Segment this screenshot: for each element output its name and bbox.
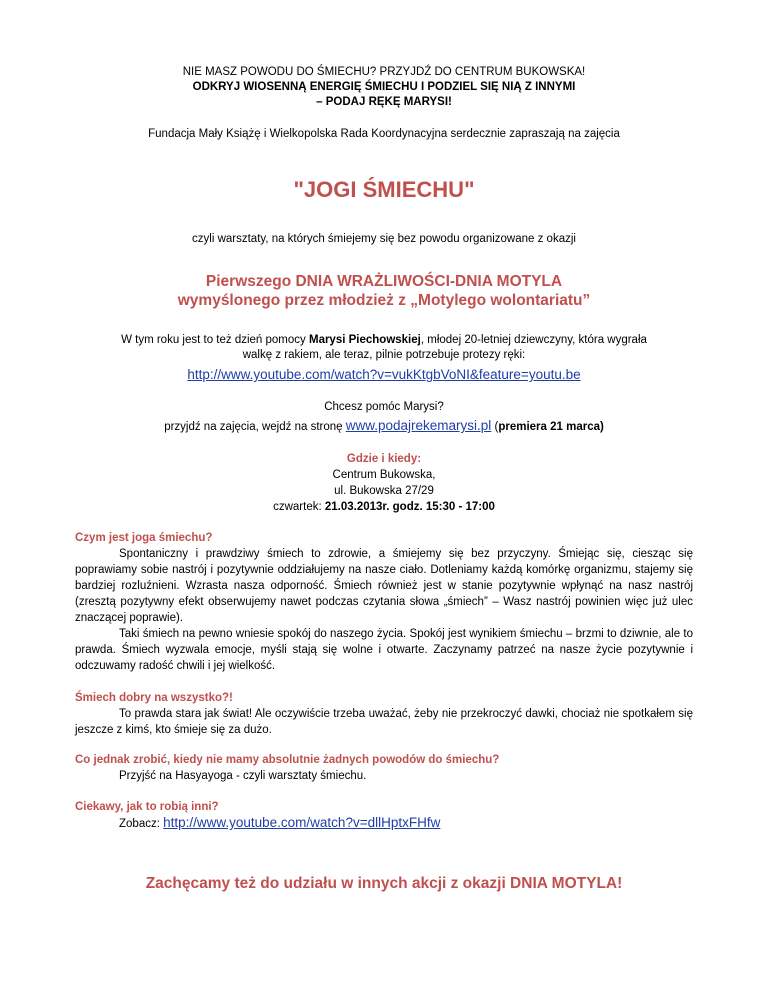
section-paragraph: Spontaniczny i prawdziwy śmiech to zdrowie, a śmiejemy się bez przyczyny. Śmiejąc się, ciesząc się poprawiamy sobie nastrój i pozytywnie oddziałujemy na nasze ciało. Dotleniamy każdą komórkę organizmu, stajemy się bardziej rozluźnieni. Wzrasta nasza odporność. Śmiech również jest w stanie pozytywnie wpłynąć na nasz nastrój (zresztą pozytywny efekt obserwujemy nawet podczas czytania słowa „śmiech” – Wasz nastrój powinien więc już ulec znaczącej poprawie).: [75, 548, 693, 624]
premiere-date: premiera 21 marca): [498, 421, 604, 433]
help-open-paren: (: [491, 421, 499, 433]
section-heading: Czym jest joga śmiechu?: [75, 532, 213, 544]
header-line-3: – PODAJ RĘKĘ MARYSI!: [316, 96, 452, 108]
marysia-line-1: [0, 333, 768, 348]
marysia-post: , młodej 20-letniej dziewczyny, która wygrała: [420, 334, 647, 346]
section-laughter-good: [75, 690, 693, 738]
event-subtitle: czyli warsztaty, na których śmiejemy się bez powodu organizowane z okazji: [192, 233, 576, 245]
section-what-to-do: [75, 752, 693, 784]
where-when-heading: Gdzie i kiedy:: [346, 453, 422, 465]
marysia-video-row: [0, 366, 768, 384]
help-line: [0, 417, 768, 436]
section-heading: Śmiech dobry na wszystko?!: [75, 692, 233, 704]
invitation-text: Fundacja Mały Książę i Wielkopolska Rada Koordynacyjna serdecznie zapraszają na zajęcia: [148, 128, 620, 140]
section-paragraph: Taki śmiech na pewno wniesie spokój do naszego życia. Spokój jest wynikiem śmiechu – brzmi to dziwnie, ale to prawda. Śmiech wyzwala emocje, myśli stają się wolne i otwarte. Zaczynamy patrzeć na nasze życie pozytywnie i odczuwamy radość chwili i jej wielkość.: [75, 628, 693, 672]
section-how-others-do-it: [75, 799, 693, 832]
section-what-is-laughter-yoga: [75, 530, 693, 674]
podaj-reke-marysi-link[interactable]: www.podajrekemarysi.pl: [345, 418, 492, 433]
butterfly-day-heading: Pierwszego DNIA WRAŻLIWOŚCI-DNIA MOTYLA: [205, 273, 563, 290]
see-line: [75, 815, 693, 832]
section-heading: Ciekawy, jak to robią inni?: [75, 801, 219, 813]
event-title: "JOGI ŚMIECHU": [293, 177, 475, 202]
help-question: Chcesz pomóc Marysi?: [324, 401, 444, 413]
section-heading: Co jednak zrobić, kiedy nie mamy absolutnie żadnych powodów do śmiechu?: [75, 754, 500, 766]
others-video-link[interactable]: http://www.youtube.com/watch?v=dllHptxFHfw: [163, 815, 441, 830]
event-date-time: 21.03.2013r. godz. 15:30 - 17:00: [324, 501, 495, 513]
marysia-name: Marysi Piechowskiej: [308, 334, 421, 346]
help-pre: przyjdź na zajęcia, wejdź na stronę: [164, 421, 346, 433]
section-paragraph: Przyjść na Hasyayoga - czyli warsztaty śmiechu.: [119, 770, 367, 782]
header-line-1: NIE MASZ POWODU DO ŚMIECHU? PRZYJDŹ DO CENTRUM BUKOWSKA!: [182, 66, 586, 78]
butterfly-day-subheading: wymyślonego przez młodzież z „Motylego wolontariatu”: [177, 292, 591, 309]
venue-street: ul. Bukowska 27/29: [334, 485, 434, 497]
event-day: czwartek:: [273, 501, 325, 513]
marysia-pre: W tym roku jest to też dzień pomocy: [121, 334, 309, 346]
section-paragraph: To prawda stara jak świat! Ale oczywiście trzeba uważać, żeby nie przekroczyć dawki, chociaż nie spotkałem się jeszcze z kimś, kto śmieje się za dużo.: [75, 708, 693, 736]
see-label: Zobacz:: [119, 818, 164, 830]
closing-call-to-action: Zachęcamy też do udziału w innych akcji z okazji DNIA MOTYLA!: [145, 875, 623, 892]
venue-name: Centrum Bukowska,: [332, 469, 436, 481]
marysia-line-2: walkę z rakiem, ale teraz, pilnie potrzebuje protezy ręki:: [242, 349, 526, 361]
header-line-2: ODKRYJ WIOSENNĄ ENERGIĘ ŚMIECHU I PODZIEL SIĘ NIĄ Z INNYMI: [192, 81, 576, 93]
marysia-video-link[interactable]: http://www.youtube.com/watch?v=vukKtgbVoNI&feature=youtu.be: [187, 367, 581, 382]
event-datetime: [0, 500, 768, 515]
